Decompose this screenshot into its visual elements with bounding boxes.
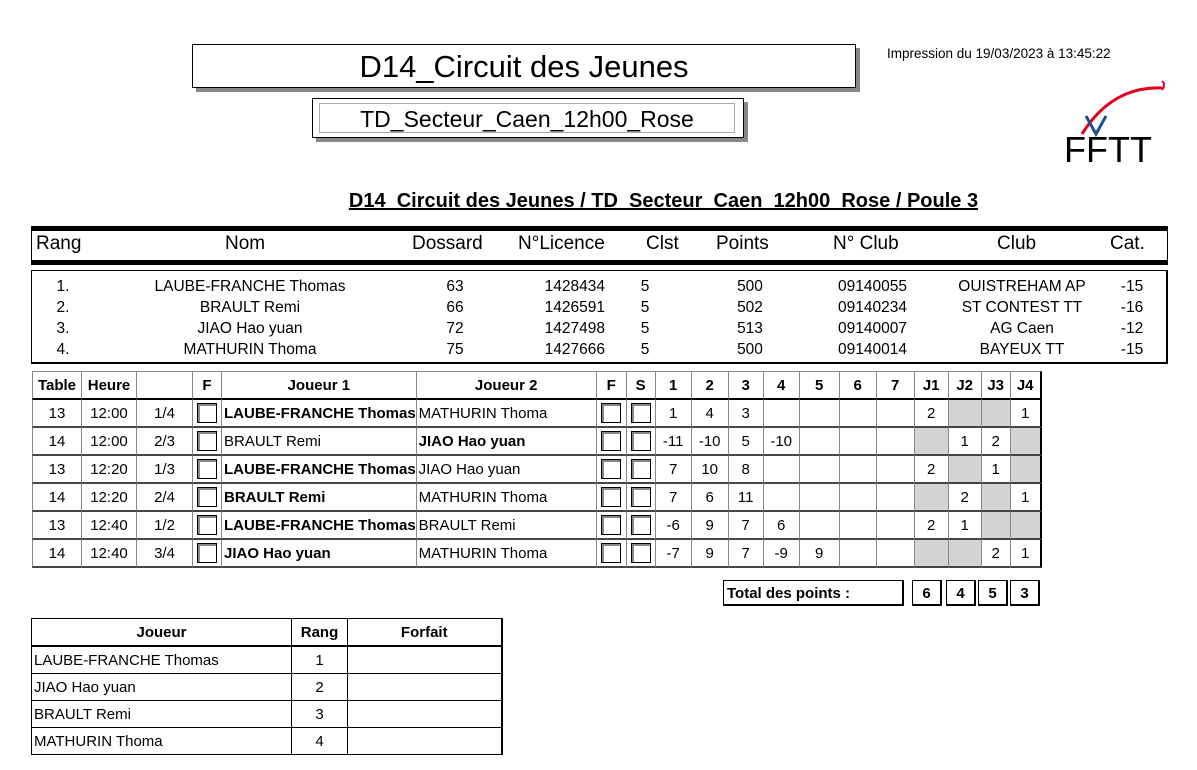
- signature-cell: [626, 428, 655, 456]
- ranking-clst: 5: [640, 278, 650, 295]
- ranking-nom: MATHURIN Thoma: [183, 341, 317, 358]
- final-forfeit[interactable]: [348, 728, 502, 755]
- result-j3: [981, 512, 1010, 540]
- forfeit-checkbox-2[interactable]: [601, 403, 621, 423]
- ranking-cat: -15: [1120, 341, 1144, 358]
- final-forfeit[interactable]: [348, 701, 502, 728]
- ranking-points: 500: [737, 278, 763, 295]
- player-2-name: BRAULT Remi: [416, 512, 596, 540]
- ranking-cat: -15: [1120, 278, 1144, 295]
- set-6-score: [839, 512, 876, 540]
- forfeit-2-cell: [596, 400, 626, 428]
- final-player-name: BRAULT Remi: [32, 701, 292, 728]
- result-j2: 1: [948, 512, 981, 540]
- set-6-score: [839, 400, 876, 428]
- set-6-score: [839, 428, 876, 456]
- result-j4: 1: [1010, 540, 1042, 568]
- result-j3: 2: [981, 540, 1010, 568]
- final-forfeit[interactable]: [348, 646, 502, 674]
- forfeit-1-cell: [192, 456, 221, 484]
- set-6-score: [839, 540, 876, 568]
- signature-checkbox[interactable]: [631, 459, 651, 479]
- col-dossard: Dossard: [412, 233, 483, 254]
- match-table-number: 14: [32, 540, 81, 568]
- final-col-forfait: Forfait: [348, 619, 502, 647]
- print-date: Impression du 19/03/2023 à 13:45:22: [887, 46, 1111, 61]
- set-5-score: [799, 512, 839, 540]
- match-time: 12:00: [81, 428, 136, 456]
- player-1-name: BRAULT Remi: [221, 428, 416, 456]
- ranking-club: AG Caen: [990, 320, 1054, 337]
- ranking-clst: 5: [640, 341, 650, 358]
- set-2-score: 9: [691, 540, 728, 568]
- signature-checkbox[interactable]: [631, 403, 651, 423]
- rank-header-rule-bottom: [31, 260, 1168, 265]
- signature-cell: [626, 456, 655, 484]
- final-header-row: [32, 619, 502, 647]
- match-time: 12:20: [81, 484, 136, 512]
- final-player-name: LAUBE-FRANCHE Thomas: [32, 646, 292, 674]
- forfeit-1-cell: [192, 512, 221, 540]
- final-forfeit[interactable]: [348, 674, 502, 701]
- matches-col-joueur-2: Joueur 2: [416, 371, 596, 400]
- match-row: [32, 540, 1042, 568]
- forfeit-checkbox-1[interactable]: [197, 487, 217, 507]
- signature-checkbox[interactable]: [631, 431, 651, 451]
- set-5-score: [799, 428, 839, 456]
- forfeit-checkbox-2[interactable]: [601, 431, 621, 451]
- forfeit-checkbox-1[interactable]: [197, 431, 217, 451]
- set-3-score: 7: [728, 540, 763, 568]
- forfeit-1-cell: [192, 400, 221, 428]
- final-rank: 1: [292, 646, 348, 674]
- forfeit-checkbox-2[interactable]: [601, 543, 621, 563]
- set-6-score: [839, 456, 876, 484]
- match-pairing: 2/4: [136, 484, 192, 512]
- set-1-score: -7: [655, 540, 691, 568]
- set-7-score: [876, 400, 914, 428]
- match-time: 12:40: [81, 512, 136, 540]
- forfeit-checkbox-2[interactable]: [601, 459, 621, 479]
- player-1-name: LAUBE-FRANCHE Thomas: [221, 400, 416, 428]
- matches-col-2: 2: [691, 371, 728, 400]
- set-3-score: 5: [728, 428, 763, 456]
- set-5-score: [799, 400, 839, 428]
- result-j4: [1010, 428, 1042, 456]
- player-1-name: LAUBE-FRANCHE Thomas: [221, 512, 416, 540]
- col-nom: Nom: [225, 233, 266, 254]
- result-j2: [948, 456, 981, 484]
- total-j1: 6: [912, 580, 942, 606]
- set-7-score: [876, 428, 914, 456]
- set-4-score: [763, 400, 799, 428]
- ranking-dossard: 66: [446, 299, 464, 316]
- final-ranking-table: [31, 618, 503, 755]
- forfeit-2-cell: [596, 540, 626, 568]
- ranking-nom: LAUBE-FRANCHE Thomas: [154, 278, 346, 295]
- matches-col-f: F: [596, 371, 626, 400]
- player-2-name: MATHURIN Thoma: [416, 484, 596, 512]
- set-2-score: 4: [691, 400, 728, 428]
- set-2-score: 6: [691, 484, 728, 512]
- forfeit-checkbox-2[interactable]: [601, 515, 621, 535]
- final-col-joueur: Joueur: [32, 619, 292, 647]
- match-time: 12:20: [81, 456, 136, 484]
- total-j4: 3: [1010, 580, 1040, 606]
- ranking-num-club: 09140014: [838, 341, 907, 358]
- fftt-logo-icon: [1062, 76, 1172, 166]
- col-rang: Rang: [36, 233, 82, 254]
- ranking-rang: 4.: [56, 341, 70, 358]
- set-1-score: 7: [655, 484, 691, 512]
- set-5-score: 9: [799, 540, 839, 568]
- subtitle-box: [312, 98, 744, 138]
- set-6-score: [839, 484, 876, 512]
- final-rank: 2: [292, 674, 348, 701]
- ranking-cat: -16: [1120, 299, 1144, 316]
- matches-col-joueur-1: Joueur 1: [221, 371, 416, 400]
- ranking-num-club: 09140007: [838, 320, 907, 337]
- total-j2: 4: [946, 580, 976, 606]
- ranking-licence: 1428434: [544, 278, 605, 295]
- ranking-num-club: 09140055: [838, 278, 907, 295]
- match-row: [32, 400, 1042, 428]
- match-row: [32, 456, 1042, 484]
- forfeit-checkbox-1[interactable]: [197, 459, 217, 479]
- result-j2: [948, 400, 981, 428]
- ranking-rang: 3.: [56, 320, 70, 337]
- final-col-rang: Rang: [292, 619, 348, 647]
- set-5-score: [799, 456, 839, 484]
- matches-header-row: [32, 371, 1042, 400]
- match-row: [32, 484, 1042, 512]
- matches-col-7: 7: [876, 371, 914, 400]
- result-j4: [1010, 512, 1042, 540]
- final-ranking-row: [32, 646, 502, 674]
- set-1-score: -6: [655, 512, 691, 540]
- subtitle: TD_Secteur_Caen_12h00_Rose: [319, 103, 735, 133]
- player-2-name: MATHURIN Thoma: [416, 400, 596, 428]
- set-2-score: 9: [691, 512, 728, 540]
- signature-cell: [626, 484, 655, 512]
- set-7-score: [876, 512, 914, 540]
- set-5-score: [799, 484, 839, 512]
- ranking-club: ST CONTEST TT: [961, 299, 1083, 316]
- forfeit-2-cell: [596, 428, 626, 456]
- result-j4: 1: [1010, 484, 1042, 512]
- match-table-number: 13: [32, 456, 81, 484]
- matches-col-j1: J1: [914, 371, 948, 400]
- final-player-name: JIAO Hao yuan: [32, 674, 292, 701]
- matches-col-pair: [136, 371, 192, 400]
- result-j1: [914, 428, 948, 456]
- result-j3: [981, 400, 1010, 428]
- signature-cell: [626, 540, 655, 568]
- set-4-score: -10: [763, 428, 799, 456]
- forfeit-2-cell: [596, 512, 626, 540]
- result-j1: [914, 540, 948, 568]
- player-1-name: JIAO Hao yuan: [221, 540, 416, 568]
- set-3-score: 3: [728, 400, 763, 428]
- match-table-number: 14: [32, 428, 81, 456]
- set-3-score: 8: [728, 456, 763, 484]
- matches-col-j3: J3: [981, 371, 1010, 400]
- ranking-licence: 1427666: [544, 341, 605, 358]
- col-points: Points: [716, 233, 769, 254]
- matches-col-6: 6: [839, 371, 876, 400]
- matches-col-j2: J2: [948, 371, 981, 400]
- col-club: Club: [997, 233, 1037, 254]
- match-row: [32, 512, 1042, 540]
- ranking-club: OUISTREHAM AP: [958, 278, 1086, 295]
- forfeit-1-cell: [192, 484, 221, 512]
- set-4-score: [763, 484, 799, 512]
- match-pairing: 1/2: [136, 512, 192, 540]
- player-1-name: LAUBE-FRANCHE Thomas: [221, 456, 416, 484]
- player-2-name: MATHURIN Thoma: [416, 540, 596, 568]
- matches-col-3: 3: [728, 371, 763, 400]
- result-j3: 1: [981, 456, 1010, 484]
- result-j2: 1: [948, 428, 981, 456]
- set-1-score: 1: [655, 400, 691, 428]
- match-pairing: 2/3: [136, 428, 192, 456]
- matches-col-1: 1: [655, 371, 691, 400]
- col-num-club: N° Club: [833, 233, 899, 254]
- forfeit-1-cell: [192, 540, 221, 568]
- col-clst: Clst: [646, 233, 679, 254]
- result-j4: 1: [1010, 400, 1042, 428]
- final-rank: 4: [292, 728, 348, 755]
- total-j3: 5: [978, 580, 1008, 606]
- forfeit-checkbox-1[interactable]: [197, 403, 217, 423]
- ranking-licence: 1426591: [544, 299, 605, 316]
- set-2-score: 10: [691, 456, 728, 484]
- ranking-licence: 1427498: [544, 320, 605, 337]
- ranking-clst: 5: [640, 299, 650, 316]
- signature-checkbox[interactable]: [631, 515, 651, 535]
- col-licence: N°Licence: [518, 233, 605, 254]
- forfeit-2-cell: [596, 484, 626, 512]
- set-7-score: [876, 540, 914, 568]
- player-2-name: JIAO Hao yuan: [416, 428, 596, 456]
- matches-col-5: 5: [799, 371, 839, 400]
- match-pairing: 3/4: [136, 540, 192, 568]
- ranking-nom: BRAULT Remi: [199, 299, 301, 316]
- match-table-number: 13: [32, 400, 81, 428]
- logo-text: FFTT: [1064, 129, 1152, 166]
- result-j3: 2: [981, 428, 1010, 456]
- signature-cell: [626, 400, 655, 428]
- ranking-cat: -12: [1120, 320, 1144, 337]
- set-4-score: -9: [763, 540, 799, 568]
- matches-col-heure: Heure: [81, 371, 136, 400]
- ranking-points: 500: [737, 341, 763, 358]
- match-pairing: 1/3: [136, 456, 192, 484]
- fftt-logo: [1062, 76, 1172, 166]
- matches-col-j4: J4: [1010, 371, 1042, 400]
- forfeit-checkbox-1[interactable]: [197, 515, 217, 535]
- match-table-number: 13: [32, 512, 81, 540]
- result-j1: 2: [914, 456, 948, 484]
- ranking-clst: 5: [640, 320, 650, 337]
- set-3-score: 7: [728, 512, 763, 540]
- forfeit-1-cell: [192, 428, 221, 456]
- final-rank: 3: [292, 701, 348, 728]
- match-pairing: 1/4: [136, 400, 192, 428]
- match-row: [32, 428, 1042, 456]
- match-table-number: 14: [32, 484, 81, 512]
- result-j1: [914, 484, 948, 512]
- ranking-dossard: 63: [446, 278, 464, 295]
- forfeit-checkbox-2[interactable]: [601, 487, 621, 507]
- set-7-score: [876, 484, 914, 512]
- ranking-num-club: 09140234: [838, 299, 907, 316]
- player-1-name: BRAULT Remi: [221, 484, 416, 512]
- col-cat: Cat.: [1110, 233, 1145, 254]
- result-j2: 2: [948, 484, 981, 512]
- result-j1: 2: [914, 400, 948, 428]
- totals-label: Total des points :: [723, 580, 904, 606]
- set-7-score: [876, 456, 914, 484]
- signature-checkbox[interactable]: [631, 543, 651, 563]
- ranking-points: 513: [737, 320, 763, 337]
- forfeit-checkbox-1[interactable]: [197, 543, 217, 563]
- set-4-score: 6: [763, 512, 799, 540]
- set-3-score: 11: [728, 484, 763, 512]
- matches-table: [32, 371, 1042, 568]
- ranking-rang: 1.: [56, 278, 70, 295]
- signature-checkbox[interactable]: [631, 487, 651, 507]
- final-ranking-row: [32, 674, 502, 701]
- signature-cell: [626, 512, 655, 540]
- final-ranking-row: [32, 728, 502, 755]
- final-ranking-row: [32, 701, 502, 728]
- set-2-score: -10: [691, 428, 728, 456]
- matches-col-4: 4: [763, 371, 799, 400]
- result-j2: [948, 540, 981, 568]
- result-j3: [981, 484, 1010, 512]
- ranking-dossard: 75: [446, 341, 464, 358]
- result-j1: 2: [914, 512, 948, 540]
- set-4-score: [763, 456, 799, 484]
- matches-col-table: Table: [32, 371, 81, 400]
- ranking-nom: JIAO Hao yuan: [197, 320, 303, 337]
- result-j4: [1010, 456, 1042, 484]
- set-1-score: -11: [655, 428, 691, 456]
- competition-title: D14_Circuit des Jeunes: [192, 44, 856, 88]
- set-1-score: 7: [655, 456, 691, 484]
- poule-title: D14_Circuit des Jeunes / TD_Secteur_Caen_12h00_Rose / Poule 3: [348, 190, 979, 212]
- ranking-club: BAYEUX TT: [979, 341, 1065, 358]
- logo-arc: [1082, 88, 1162, 134]
- match-time: 12:00: [81, 400, 136, 428]
- matches-col-f: F: [192, 371, 221, 400]
- final-player-name: MATHURIN Thoma: [32, 728, 292, 755]
- matches-col-s: S: [626, 371, 655, 400]
- player-2-name: JIAO Hao yuan: [416, 456, 596, 484]
- forfeit-2-cell: [596, 456, 626, 484]
- ranking-points: 502: [737, 299, 763, 316]
- ranking-rang: 2.: [56, 299, 70, 316]
- ranking-dossard: 72: [446, 320, 464, 337]
- match-time: 12:40: [81, 540, 136, 568]
